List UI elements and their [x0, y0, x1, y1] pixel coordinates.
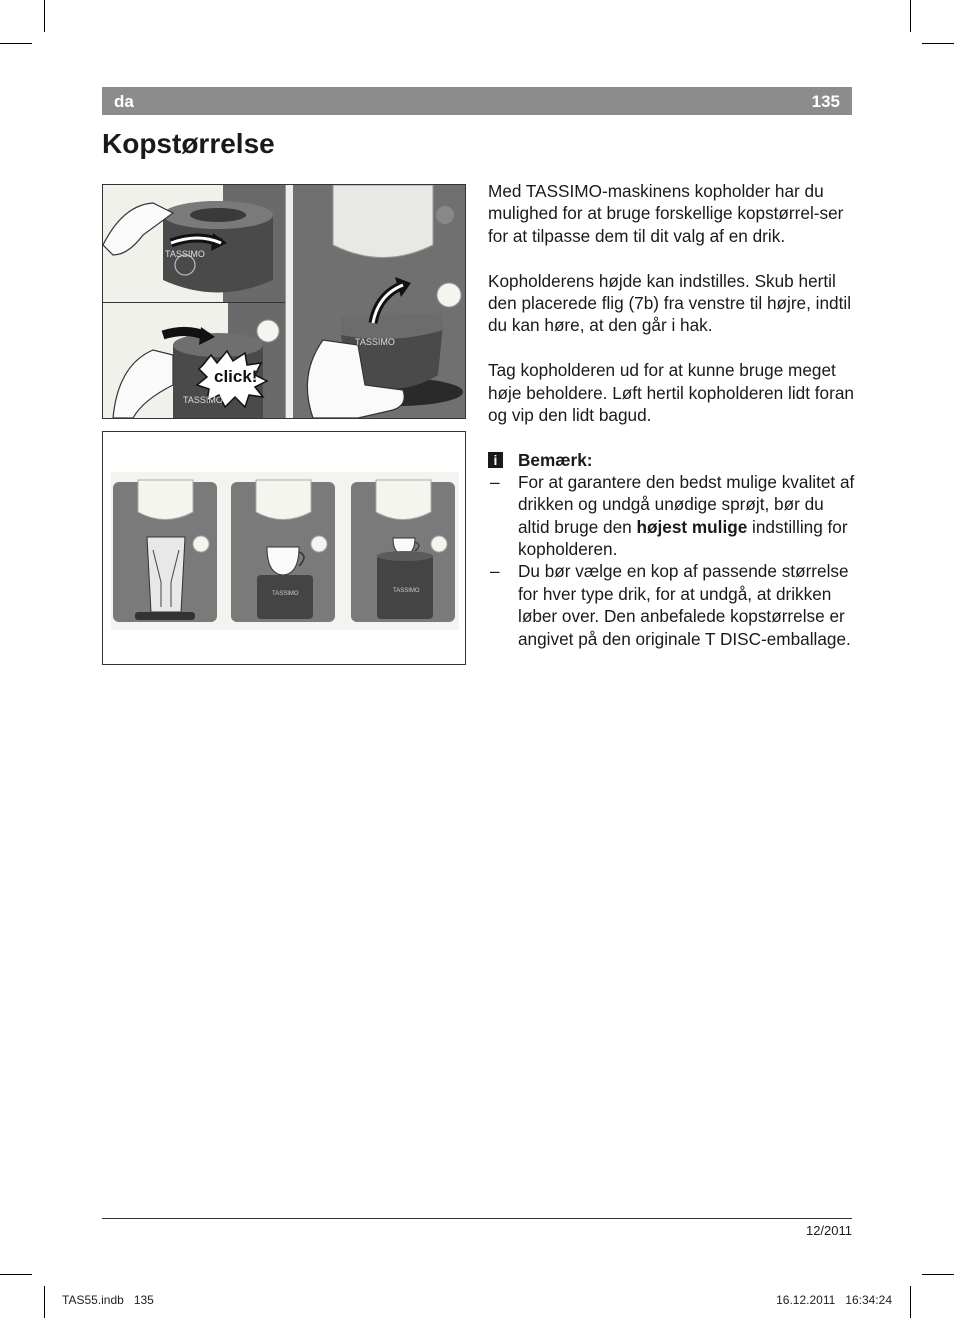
note-heading	[488, 449, 856, 471]
crop-mark	[44, 0, 45, 32]
figure-cup-sizes	[102, 431, 466, 665]
bullet2-text: Du bør vælge en kop af passende størrelse for hver type drik, for at undgå, at drikken løber over. Den anbefalede kopstørrelse er angivet på den originale T DISC-emballage.	[518, 561, 851, 649]
slug-file: TAS55.indb 135	[62, 1293, 154, 1307]
language-code: da	[114, 92, 134, 111]
crop-mark	[910, 1286, 911, 1318]
crop-mark	[910, 0, 911, 32]
figure-cup-holder-adjust	[102, 184, 466, 419]
slug-timestamp: 16.12.2011 16:34:24	[776, 1293, 892, 1307]
page-number: 135	[811, 92, 840, 111]
figure-cup-holder-adjust-illustration	[103, 185, 465, 418]
click-label: click!	[214, 367, 258, 386]
footer-rule	[102, 1218, 852, 1219]
list-item	[488, 560, 856, 650]
paragraph-intro: Med TASSIMO-maskinens kopholder har du mulighed for at bruge forskellige kopstørrel-ser for at tilpasse dem til dit valg af en drik.	[488, 181, 844, 246]
figure-cup-sizes-illustration	[103, 432, 465, 664]
crop-mark	[0, 43, 32, 44]
tassimo-logo: TASSIMO	[272, 591, 299, 597]
crop-mark	[922, 43, 954, 44]
crop-mark	[0, 1274, 32, 1275]
crop-mark	[44, 1286, 45, 1318]
header-bar	[102, 87, 852, 115]
list-item	[488, 471, 856, 561]
bullet1-text-end: indstilling for kopholderen.	[518, 516, 848, 560]
dash: –	[490, 561, 500, 582]
note-heading-text: Bemærk:	[518, 449, 593, 470]
crop-mark	[922, 1274, 954, 1275]
note-list	[488, 471, 856, 650]
page-title: Kopstørrelse	[102, 128, 275, 159]
info-icon: i	[488, 452, 503, 468]
paragraph-remove: Tag kopholderen ud for at kunne bruge meget høje beholdere. Løft hertil kopholderen lidt foran og vip den lidt bagud.	[488, 360, 854, 426]
tassimo-logo: TASSIMO	[165, 249, 205, 259]
footer-date: 12/2011	[805, 1223, 852, 1238]
bullet1-text: For at garantere den bedst mulige kvalitet af drikken og undgå unødige sprøjt, bør du altid bruge den	[518, 471, 855, 537]
tassimo-logo: TASSIMO	[183, 395, 223, 405]
text-column	[488, 180, 856, 650]
paragraph-height: Kopholderens højde kan indstilles. Skub hertil den placerede flig (7b) fra venstre til højre, indtil du kan høre, at den går i hak.	[488, 270, 852, 336]
tassimo-logo: TASSIMO	[393, 588, 420, 594]
dash: –	[490, 471, 500, 492]
bullet1-bold: højest mulige	[636, 516, 748, 537]
tassimo-logo: TASSIMO	[355, 337, 395, 347]
